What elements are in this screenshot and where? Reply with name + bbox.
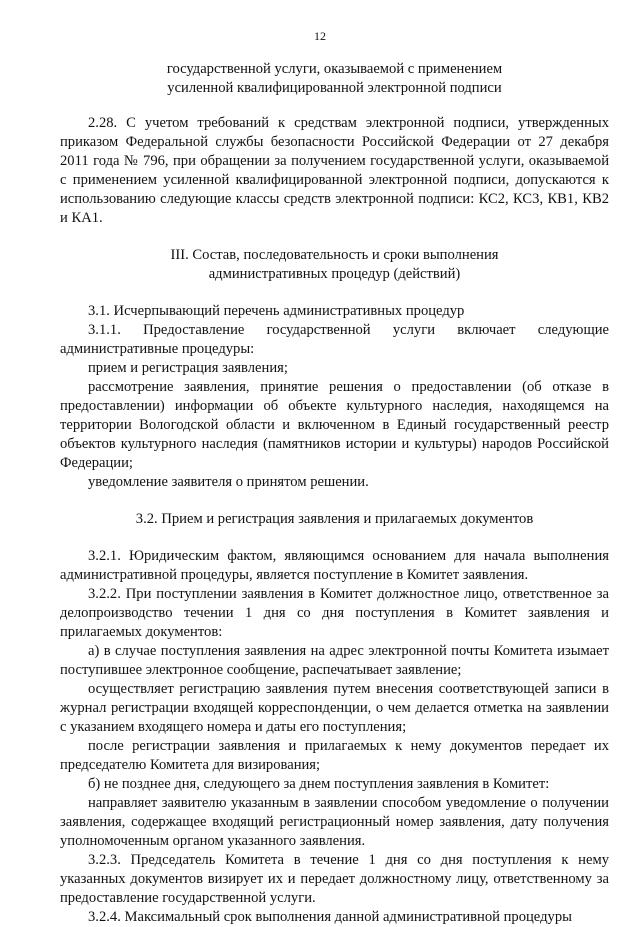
heading-3-2: 3.2. Прием и регистрация заявления и прилагаемых документов	[135, 511, 534, 527]
paragraph-3-2-1: 3.2.1. Юридическим фактом, являющимся основанием для начала выполнения административной процедуры, является поступление в Комитет заявления.	[60, 548, 609, 583]
header-line-2: усиленной квалифицированной электронной подписи	[167, 80, 502, 96]
page-number: 12	[314, 29, 326, 43]
paragraph-b: б) не позднее дня, следующего за днем поступления заявления в Комитет:	[88, 776, 550, 792]
list-item-review: рассмотрение заявления, принятие решения о предоставлении (об отказе в предоставлении) информации об объекте культурного наследия, находящемся на территории Вологодской области и включенном в Единый государственный реестр объектов культурного наследия (памятников истории и культуры) народов Российской Федерации;	[60, 379, 609, 471]
paragraph-2-28: 2.28. С учетом требований к средствам электронной подписи, утвержденных приказом Федеральной службы безопасности Российской Федерации от 27 декабря 2011 года № 796, при обращении за получением государственной услуги, оказываемой с применением усиленной квалифицированной электронной подписи, допускаются к использованию следующие классы средств электронной подписи: КС2, КС3, КВ1, КВ2 и КА1.	[60, 115, 609, 226]
paragraph-a: а) в случае поступления заявления на адрес электронной почты Комитета изымает поступившее электронное сообщение, распечатывает заявление;	[60, 643, 609, 678]
paragraph-3-2-2: 3.2.2. При поступлении заявления в Комитет должностное лицо, ответственное за делопроизводство течении 1 дня со дня поступления в Комитет заявления и прилагаемых документов:	[60, 586, 609, 640]
section-3-title-line-1: III. Состав, последовательность и сроки выполнения	[170, 247, 499, 263]
paragraph-registration: осуществляет регистрацию заявления путем внесения соответствующей записи в журнал регистрации входящей корреспонденции, о чем делается отметка на заявлении с указанием входящего номера и даты его поступления;	[60, 681, 609, 735]
paragraph-after-registration: после регистрации заявления и прилагаемых к нему документов передает их председателю Комитета для визирования;	[60, 738, 609, 773]
section-3-title-line-2: административных процедур (действий)	[208, 266, 461, 282]
page-content	[60, 60, 609, 927]
list-item-notification: уведомление заявителя о принятом решении.	[88, 474, 369, 490]
paragraph-3-2-4: 3.2.4. Максимальный срок выполнения данной административной процедуры	[88, 909, 572, 925]
header-line-1: государственной услуги, оказываемой с применением	[166, 61, 503, 77]
list-item-reception: прием и регистрация заявления;	[88, 360, 288, 376]
paragraph-3-1-1: 3.1.1. Предоставление государственной услуги включает следующие административные процедуры:	[60, 322, 609, 357]
paragraph-3-2-3: 3.2.3. Председатель Комитета в течение 1 дня со дня поступления к нему указанных документов визирует их и передает должностному лицу, ответственному за предоставление государственной услуги.	[60, 852, 609, 906]
paragraph-notify: направляет заявителю указанным в заявлении способом уведомление о получении заявления, содержащее входящий регистрационный номер заявления, дату получения уполномоченным органом указанного заявления.	[60, 795, 609, 849]
paragraph-3-1: 3.1. Исчерпывающий перечень административных процедур	[88, 303, 465, 319]
